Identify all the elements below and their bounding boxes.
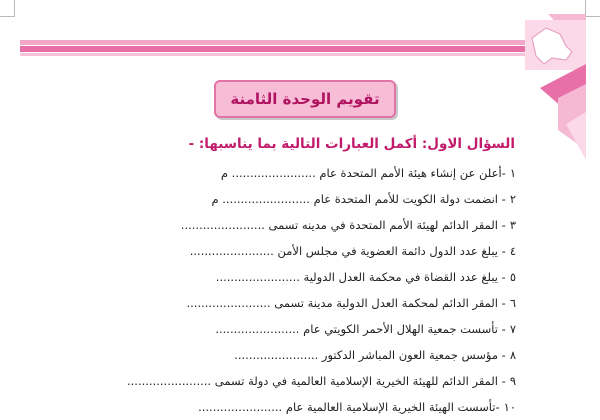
list-item xyxy=(46,342,516,368)
item-text: - مؤسس جمعية العون المباشر الدكتور ....................... xyxy=(234,348,506,362)
list-item xyxy=(46,290,516,316)
unit-title-box xyxy=(214,80,396,118)
item-text: - تأسست جمعية الهلال الأحمر الكويتي عام ....................... xyxy=(215,322,506,336)
item-text: - يبلغ عدد الدول دائمة العضوية في مجلس الأمن ....................... xyxy=(189,244,506,258)
item-text: - المقر الدائم لمحكمة العدل الدولية مدينة تسمى ....................... xyxy=(186,296,506,310)
item-number: ١ xyxy=(509,166,516,180)
item-number: ٤ xyxy=(509,244,516,258)
item-number: ٦ xyxy=(509,296,516,310)
item-number: ٨ xyxy=(509,348,516,362)
item-text: - انضمت دولة الكويت للأمم المتحدة عام ........................ م xyxy=(211,192,506,206)
item-number: ١٠ xyxy=(503,400,516,414)
list-item xyxy=(46,368,516,394)
item-number: ٥ xyxy=(509,270,516,284)
item-text: - يبلغ عدد القضاة في محكمة العدل الدولية ....................... xyxy=(215,270,506,284)
item-text: -أعلن عن إنشاء هيئة الأمم المتحدة عام ....................... م xyxy=(220,166,506,180)
item-number: ٢ xyxy=(509,192,516,206)
question-heading: السؤال الاول: أكمل العبارات التالية بما يناسبها: - xyxy=(188,136,515,152)
list-item xyxy=(46,238,516,264)
item-text: - المقر الدائم للهيئة الخيرية الإسلامية العالمية في دولة تسمى ....................... xyxy=(127,374,506,388)
question-list xyxy=(46,160,516,420)
item-number: ٣ xyxy=(509,218,516,232)
list-item xyxy=(46,212,516,238)
item-number: ٧ xyxy=(509,322,516,336)
item-number: ٩ xyxy=(509,374,516,388)
list-item xyxy=(46,316,516,342)
list-item xyxy=(46,394,516,420)
unit-title: تقويم الوحدة الثامنة xyxy=(230,90,380,108)
list-item xyxy=(46,264,516,290)
list-item xyxy=(46,186,516,212)
list-item xyxy=(46,160,516,186)
item-text: - المقر الدائم لهيئة الأمم المتحدة في مدينه تسمى ....................... xyxy=(180,218,506,232)
item-text: -تأسست الهيئة الخيرية الإسلامية العالمية عام ....................... xyxy=(198,400,500,414)
